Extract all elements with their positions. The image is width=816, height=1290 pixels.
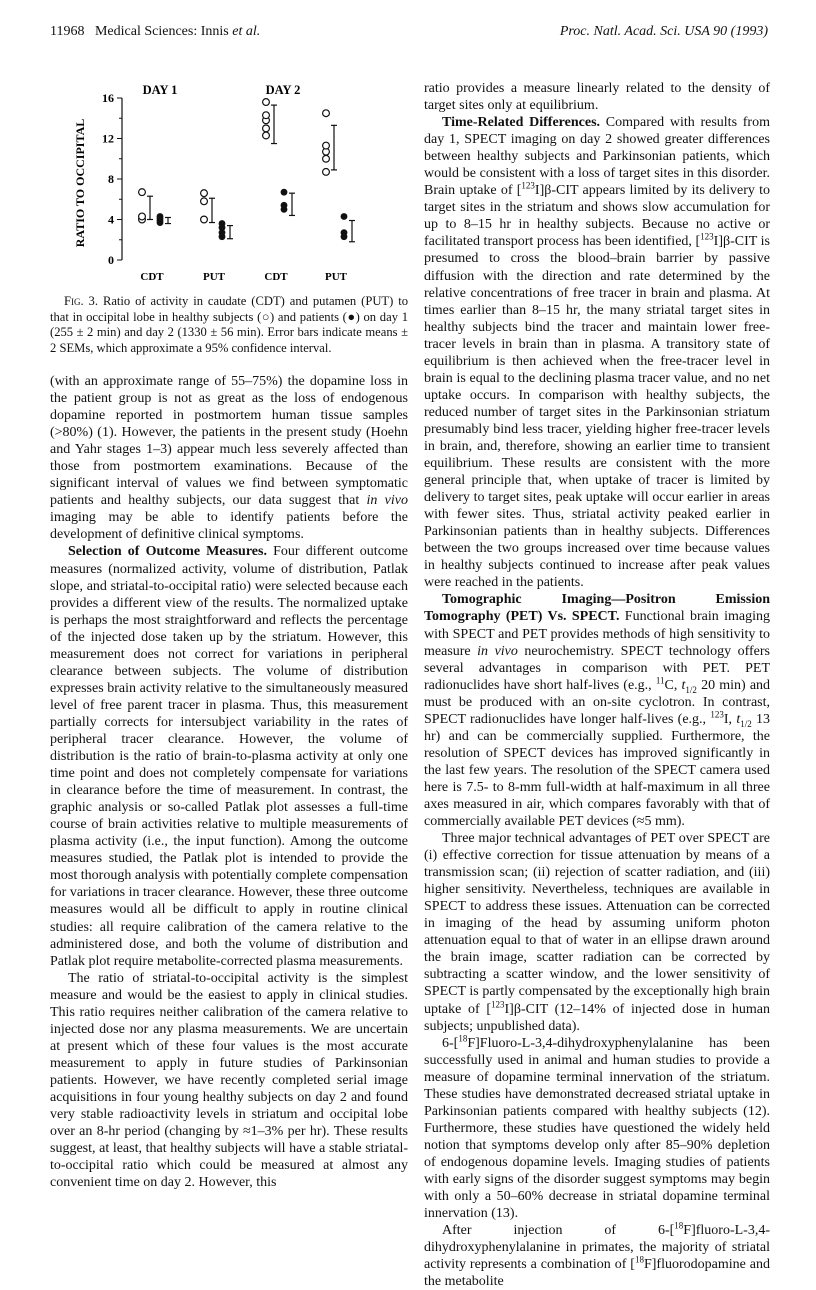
patient-point xyxy=(281,189,288,196)
y-axis-label: RATIO TO OCCIPITAL xyxy=(73,118,87,248)
healthy-point xyxy=(323,142,330,149)
paragraph: Tomographic Imaging—Positron Emission Tomography (PET) Vs. SPECT. Functional brain imaging with SPECT and PET provides methods of high sensitivity to measure in vivo neurochemistry. SPECT technology offers several advantages in comparison with PET. PET radionuclides have short half-lives (e.g., $^{11}$C, $t_{1/2}$ 20 min) and must be produced with an on-site cyclotron. In contrast, SPECT radionuclides have longer half-lives (e.g., $^{123}$I, $t_{1/2}$ 13 hr) and can be commercially supplied. Furthermore, the resolution of SPECT devices has improved significantly in the last few years. The resolution of the SPECT camera used here is 7.5- to 8-mm full-width at half-maximum in all three axes measured in air, which compares favorably with that of commercially available PET devices (≈5 mm). xyxy=(424,592,771,830)
section-heading: Time-Related Differences. xyxy=(442,115,601,131)
paragraph: (with an approximate range of 55–75%) the dopamine loss in the patient group is not as great as the loss of endogenous dopamine reported in postmortem human tissue samples (>80%) (1). However, the patients in the present study (Hoehn and Yahr stages 1–3) appear much less severely affected than those from postmortem examinations. Because of the significant interval of values we find between symptomatic patients and healthy subjects, our data suggest that in vivo imaging may be able to identify patients before the development of definitive clinical symptoms. xyxy=(50,374,408,543)
right-column xyxy=(424,80,770,1290)
caption-label: Fig. 3. xyxy=(64,294,99,308)
x-category-label: CDT xyxy=(140,271,164,283)
y-tick-label: 8 xyxy=(108,172,114,186)
healthy-point xyxy=(201,198,208,205)
section-heading: Selection of Outcome Measures. xyxy=(68,544,267,560)
patient-point xyxy=(281,202,288,209)
patient-point xyxy=(341,229,348,236)
y-tick-label: 16 xyxy=(102,91,114,105)
healthy-point xyxy=(263,99,270,106)
paragraph: The ratio of striatal-to-occipital activity is the simplest measure and would be the easiest to apply in clinical studies. This ratio requires neither calibration of the camera relative to injected dose nor any plasma measurements. We are uncertain at present which of these four values is the most accurate measurement to apply in future studies of Parkinsonian patients. However, we have recently completed serial image acquisitions in four young healthy subjects on day 2 and found very stable radioactivity levels in striatum and occipital lobe over an 8-hr period (changing by ≈1–3% per hr). These results suggest, at least, that healthy subjects will have a stable striatal-to-occipital ratio which could be measured at almost any convenient time on day 2. However, this xyxy=(50,970,408,1191)
y-axis xyxy=(102,91,122,267)
healthy-point xyxy=(323,169,330,176)
panel-title-day2: DAY 2 xyxy=(265,83,301,97)
paragraph: ratio provides a measure linearly related to the density of target sites only at equilibrium. xyxy=(424,81,770,114)
patient-point xyxy=(341,213,348,220)
y-tick-label: 0 xyxy=(108,253,114,267)
section-title: Medical Sciences: Innis xyxy=(94,24,229,39)
healthy-point xyxy=(323,110,330,117)
figure-caption xyxy=(50,294,408,356)
left-column xyxy=(50,373,408,1191)
running-header-left xyxy=(50,24,260,40)
x-category-label: CDT xyxy=(264,271,288,283)
healthy-point xyxy=(201,190,208,197)
healthy-point xyxy=(263,125,270,132)
caption-text: Ratio of activity in caudate (CDT) and putamen (PUT) to that in occipital lobe in healthy subjects (○) and patients (●) on day 1 (255 ± 2 min) and day 2 (1330 ± 56 min). Error bars indicate means ± 2 SEMs, which approximate a 95% confidence interval. xyxy=(50,294,409,355)
healthy-point xyxy=(323,155,330,162)
paragraph: Three major technical advantages of PET over SPECT are (i) effective correction for tissue attenuation by means of a transmission scan; (ii) rejection of scatter radiation, and (iii) higher sensitivity. Nevertheless, techniques are available in SPECT to address these issues. Attenuation can be corrected in imaging of the head by assuming uniform photon attenuation equal to that of water in an ellipse drawn around the brain image, scatter radiation can be corrected by subtracting a scatter window, and the lower sensitivity of SPECT is partly compensated by the exceptionally high brain uptake of [$^{123}$I]β-CIT (12–14% of injected dose in human subjects; unpublished data). xyxy=(424,831,770,1034)
y-tick-label: 4 xyxy=(108,212,114,227)
patient-point xyxy=(219,220,226,227)
page-number: 11968 xyxy=(50,24,85,39)
journal-citation: Proc. Natl. Acad. Sci. USA 90 (1993) xyxy=(559,24,768,39)
x-category-label: PUT xyxy=(325,271,347,283)
author-etal: et al. xyxy=(232,24,261,39)
healthy-point xyxy=(263,112,270,119)
healthy-point xyxy=(263,132,270,139)
paragraph: After injection of 6-[$^{18}$F]fluoro-L-3,4-dihydroxyphenylalanine in primates, the majority of striatal activity represents a combination of [$^{18}$F]fluorodopamine and the metabolite xyxy=(424,1220,770,1290)
patient-point xyxy=(157,213,164,220)
y-tick-label: 12 xyxy=(102,131,114,146)
x-category-label: PUT xyxy=(203,271,225,283)
healthy-point xyxy=(201,216,208,223)
figure-3-chart xyxy=(70,80,400,292)
healthy-point xyxy=(139,189,146,196)
paragraph: Selection of Outcome Measures. Four different outcome measures (normalized activity, volume of distribution, Patlak slope, and striatal-to-occipital ratio) were selected because each provides a different view of the results. The normalized uptake is perhaps the most straightforward and reflects the percentage of the injected dose taken up by the striatum. However, this measurement does not correct for variations in peripheral clearance between subjects. The volume of distribution expresses brain activity relative to the simultaneously measured level of free parent tracer in plasma. Thus, this measurement partially corrects for intersubject variability in the rates of peripheral tracer clearance. However, the volume of distribution is the ratio of brain-to-plasma activity at only one time point and does not completely compensate for variations in clearance before the time of measurement. In contrast, the graphic analysis or so-called Patlak plot assesses a full-time course of brain activities relative to multiple measurements of plasma activity (i.e., the input function). Among the outcome measures studied, the Patlak plot is intended to provide the most thorough analysis with potentially complete compensation for variations in tracer clearance. However, these three outcome measures would all be difficult to apply in routine clinical studies: all require calibration of the camera relative to the administered dose, and both the volume of distribution and Patlak plot require metabolite-corrected plasma measurements. xyxy=(50,544,409,969)
panel-title-day1: DAY 1 xyxy=(142,83,178,97)
healthy-point xyxy=(139,213,146,220)
section-heading: Tomographic Imaging—Positron Emission Tomography (PET) Vs. SPECT. xyxy=(424,592,770,625)
paragraph: 6-[$^{18}$F]Fluoro-L-3,4-dihydroxyphenylalanine has been successfully used in animal and human studies to provide a measure of dopamine terminal innervation of the striatum. These studies have demonstrated decreased striatal uptake in Parkinsonian patients compared with healthy subjects (12). Furthermore, these studies have questioned the widely held notion that symptoms develop only after 85–90% depletion of endogenous dopamine levels. Imaging studies of patients with early signs of the disorder suggest symptoms may begin with only a 50–60% decrease in striatal dopamine terminal innervation (13). xyxy=(424,1032,770,1222)
paragraph: Time-Related Differences. Compared with results from day 1, SPECT imaging on day 2 showed greater differences between healthy subjects and Parkinsonian patients, which would be consistent with a loss of target sites in this disorder. Brain uptake of [$^{123}$I]β-CIT appears limited by its delivery to target sites in the striatum and shows slow accumulation for up to 8–15 hr in healthy subjects. Because no active or facilitated transport process has been identified, [$^{123}$I]β-CIT is presumed to cross the blood–brain barrier by passive diffusion with the direction and rate determined by the relative concentrations of free tracer in brain and plasma. At times earlier than 8–15 hr, the many striatal target sites in healthy subjects bind the tracer and maintain lower free-tracer levels in brain than in plasma. A transitory state of equilibrium is then achieved when the free-tracer level in brain is equal to the declining plasma tracer value, and no net uptake occurs. In comparison with healthy subjects, the reduced number of target sites in the Parkinsonian striatum presumably bind less tracer, yielding higher free-tracer levels in brain, and, therefore, showing an earlier time to transient equilibrium. These results are consistent with the more general principle that, when uptake of tracer is limited by delivery to target sites, peak uptake will occur earlier in areas with fewer sites. Thus, striatal activity peaked earlier in Parkinsonian patients than in healthy subjects. Differences between the two groups increased over time because values in healthy subjects continued to increase after peak values were reached in the patients. xyxy=(424,115,771,591)
chart-marks xyxy=(139,99,355,283)
